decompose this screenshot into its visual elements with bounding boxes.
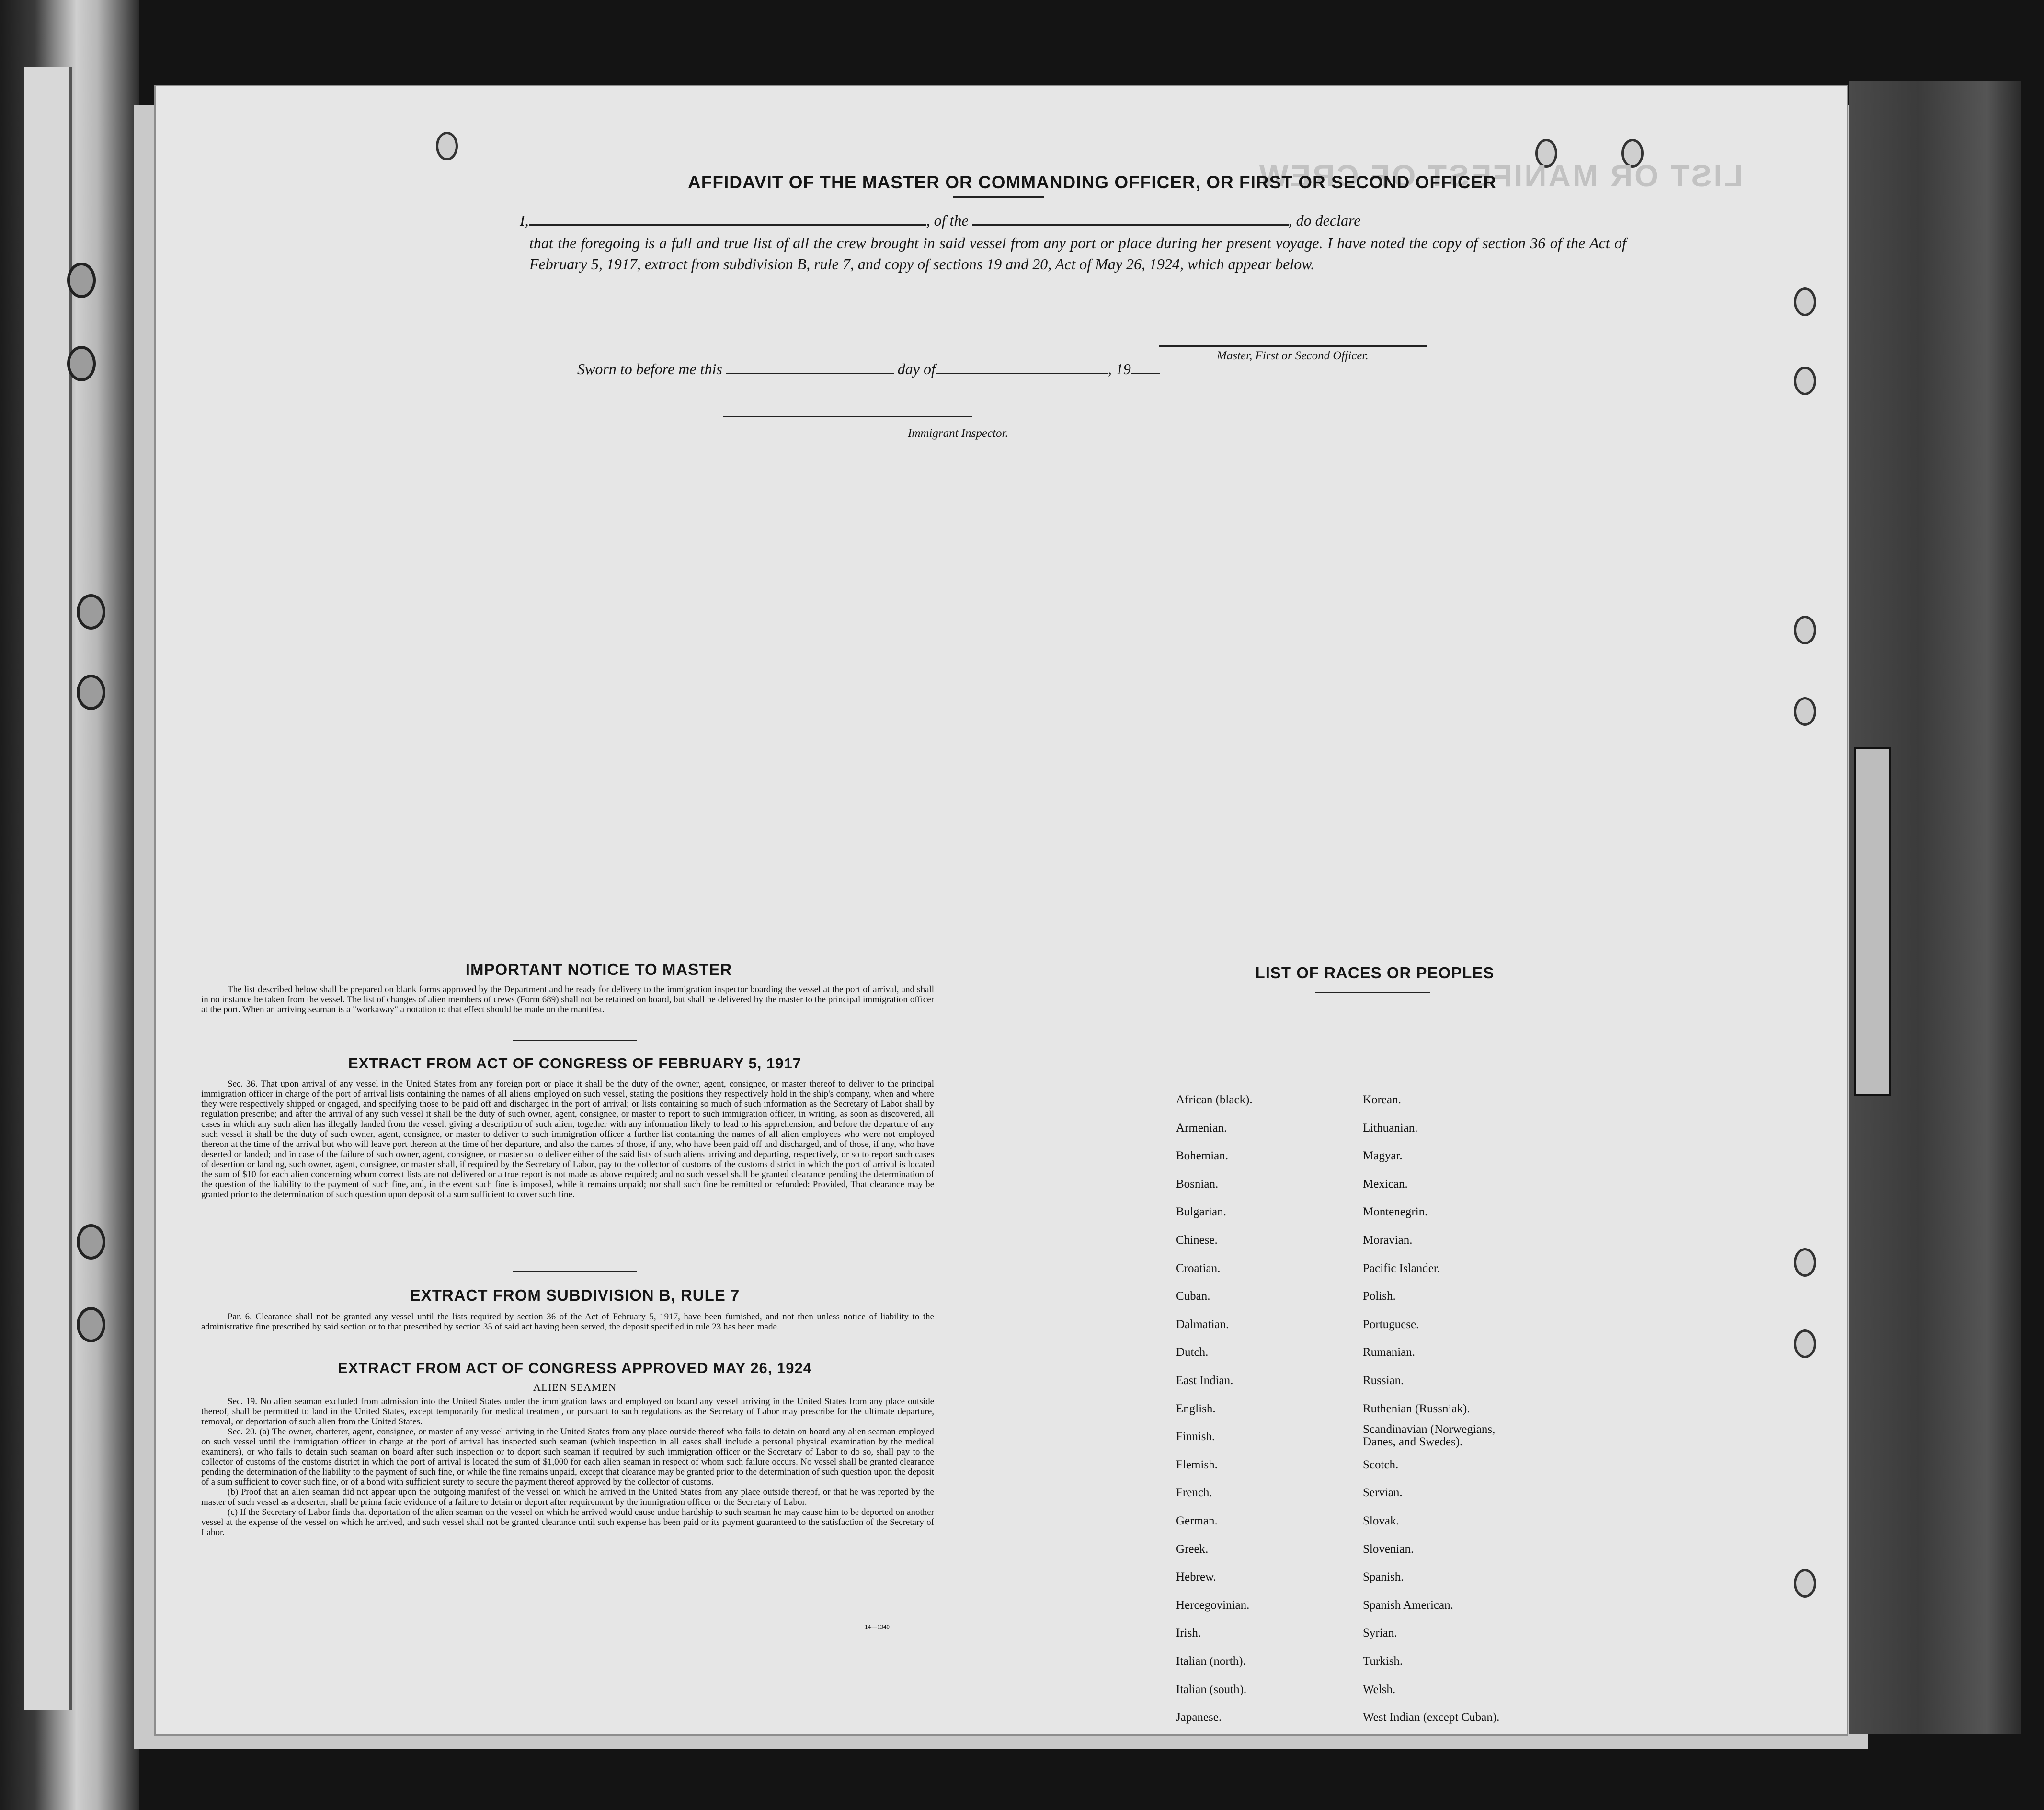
page-punch-hole [1794,1569,1816,1598]
sec19-paragraph: Sec. 19. No alien seaman excluded from admission into the United States under the immigration laws and employed on board any vessel arriving in the United States from any place outside thereof, shall be permitted to land in the United States, except temporarily for medical treatment, or pursuant to such regulations as the Secretary of Labor may prescribe for the ultimate departure, removal, or deportation of such alien from the United States. [201,1397,934,1427]
name-blank [529,212,926,226]
race-item: Irish. [1176,1627,1201,1640]
extract-1924-text [201,1397,934,1537]
inspector-caption: Immigrant Inspector. [908,427,1008,440]
extract-1917-title: EXTRACT FROM ACT OF CONGRESS OF FEBRUARY 5, 1917 [348,1055,801,1072]
document-page [156,86,1847,1734]
race-item: Slovenian. [1363,1542,1414,1556]
extract-1924-title: EXTRACT FROM ACT OF CONGRESS APPROVED MAY 26, 1924 [338,1360,812,1376]
par6-paragraph: Par. 6. Clearance shall not be granted any vessel until the lists required by section 36 of the Act of February 5, 1917, have been furnished, and not then unless notice of liability to the administrative fine prescribed by said section or to that prescribed by section 35 of said act having been served, the deposit specified in rule 23 has been made. [201,1312,934,1332]
race-item: Slovak. [1363,1514,1399,1527]
race-item: Ruthenian (Russniak). [1363,1402,1470,1415]
alien-seamen-subtitle: ALIEN SEAMEN [533,1381,617,1393]
sec36-paragraph: Sec. 36. That upon arrival of any vessel in the United States from any foreign port or place it shall be the duty of the owner, agent, consignee, or master thereof to deliver to the principal immigration officer in charge of the port of arrival lists containing the names of all aliens employed on such vessel, stating the positions they respectively hold in the ship's company, when and where they were respectively shipped or engaged, and specifying those to be paid off and discharged in the port of arrival; or lists containing so much of such information as the Secretary of Labor shall by regulation prescribe; and after the arrival of any such vessel it shall be the duty of such owner, agent, consignee, or master to report to such immigration officer, in writing, as soon as discovered, all cases in which any such alien has illegally landed from the vessel, giving a description of such alien, together with any information likely to lead to his apprehension; and before the departure of any such vessel it shall be the duty of such owner, agent, consignee, or master to deliver to such immigration officer a further list containing the names of all alien employees who were not employed thereon at the time of the arrival but who will leave port thereon at the time of her departure, and also the names of those, if any, who have been paid off and discharged, and of those, if any, who have deserted or landed; and in case of the failure of such owner, agent, consignee, or master so to deliver either of the said lists of such aliens arriving and departing, respectively, or so to report such cases of desertion or landing, such owner, agent, consignee, or master shall, if required by the Secretary of Labor, pay to the collector of customs of the customs district in which the port of arrival is located the sum of $10 for each alien concerning whom correct lists are not delivered or a true report is not made as above required; and no such vessel shall be granted clearance pending the determination of the question of the liability to the payment of such fine, and, in the event such fine is imposed, while it remains unpaid; nor shall such fine be remitted or refunded: Provided, That clearance may be granted prior to the determination of such question upon deposit of a sum sufficient to cover such fine. [201,1079,934,1200]
sworn-year: , 19 [1108,360,1131,378]
race-item: Magyar. [1363,1149,1403,1163]
race-item: Polish. [1363,1290,1396,1303]
race-item: West Indian (except Cuban). [1363,1711,1500,1724]
race-item: Japanese. [1176,1711,1222,1724]
binder-strip [24,67,72,1710]
bleed-through-text: LIST OR MANIFEST OF CREW [1257,159,1743,193]
notice-title: IMPORTANT NOTICE TO MASTER [465,961,732,978]
affidavit-of-the-label: , of the [926,212,969,229]
race-item: German. [1176,1514,1218,1527]
race-item: Scotch. [1363,1458,1399,1471]
race-item: Greek. [1176,1542,1209,1556]
race-item: Lithuanian. [1363,1121,1418,1134]
race-item: English. [1176,1402,1216,1415]
sec20c-paragraph: (c) If the Secretary of Labor finds that deportation of the alien seaman on the vessel on which he arrived would cause undue hardship to such seaman he may cause him to be deported on another vessel at the expense of the vessel on which he arrived, and such vessel shall not be granted clearance until such expense has been paid or its payment guaranteed to the satisfaction of the Secretary of Labor. [201,1507,934,1537]
race-item: Russian. [1363,1374,1404,1387]
page-punch-hole [436,132,458,160]
race-item: Cuban. [1176,1290,1210,1303]
sworn-prefix: Sworn to before me this [577,360,722,378]
master-caption: Master, First or Second Officer. [1217,349,1369,362]
race-item: Scandinavian (Norwegians, Danes, and Swedes). [1363,1423,1496,1449]
race-item: Hercegovinian. [1176,1598,1250,1612]
page-punch-hole [1794,616,1816,644]
inspector-signature-line [723,416,972,417]
race-item: Spanish American. [1363,1598,1453,1612]
affidavit-declare-label: , do declare [1288,212,1361,229]
binder-hole [77,594,105,630]
race-item: Spanish. [1363,1570,1404,1584]
race-item: Pacific Islander. [1363,1261,1440,1275]
races-title: LIST OF RACES OR PEOPLES [1255,964,1495,982]
race-item: Italian (south). [1176,1683,1247,1696]
page-punch-hole [1794,697,1816,726]
affidavit-paragraph: that the foregoing is a full and true list of all the crew brought in said vessel from any port or place during her present voyage. I have noted the copy of section 36 of the Act of February 5, 1917, extract from subdivision B, rule 7, and copy of sections 19 and 20, Act of May 26, 1924, which appear below. [529,234,1626,273]
extract-rule7-text [201,1312,934,1332]
race-item: East Indian. [1176,1374,1233,1387]
race-item: Korean. [1363,1093,1401,1106]
race-item: Croatian. [1176,1261,1221,1275]
race-item: Hebrew. [1176,1570,1216,1584]
extract-rule7-title: EXTRACT FROM SUBDIVISION B, RULE 7 [410,1286,740,1304]
sworn-day-blank [726,360,894,374]
race-item: Portuguese. [1363,1317,1419,1331]
races-rule [1315,992,1430,993]
notice-paragraph: The list described below shall be prepared on blank forms approved by the Department and be ready for delivery to the immigration inspector boarding the vessel at the port of arrival, and shall in no instance be taken from the vessel. The list of changes of alien members of crews (Form 689) shall not be retained on board, but shall be delivered by the master to the principal immigration officer at the port. When an arriving seaman is a "workaway" a notation to that effect should be made on the manifest. [201,985,934,1015]
race-item: Finnish. [1176,1430,1215,1443]
binder-hole [77,675,105,710]
affidavit-declaration-line [520,212,1360,229]
sworn-day-of: day of [897,360,936,378]
section-rule [513,1271,637,1272]
race-item: French. [1176,1486,1212,1500]
race-item: Servian. [1363,1486,1403,1500]
page-punch-hole [1794,1329,1816,1358]
race-item: Montenegrin. [1363,1205,1428,1219]
sworn-line [577,360,1160,378]
affidavit-title: AFFIDAVIT OF THE MASTER OR COMMANDING OFFICER, OR FIRST OR SECOND OFFICER [688,172,1496,192]
race-item: Rumanian. [1363,1346,1416,1359]
race-item: Bulgarian. [1176,1205,1226,1219]
extract-1917-text [201,1079,934,1200]
sec20b-paragraph: (b) Proof that an alien seaman did not appear upon the outgoing manifest of the vessel on which he arrived in the United States from any place outside thereof, or that he was reported by the master of such vessel as a deserter, shall be prima facie evidence of a failure to detain or deport after requirement by the immigration officer or the Secretary of Labor. [201,1487,934,1507]
race-item: Bosnian. [1176,1177,1219,1191]
race-item: Dalmatian. [1176,1317,1229,1331]
section-rule [513,1040,637,1041]
race-item: Bohemian. [1176,1149,1229,1163]
sec20a-paragraph: Sec. 20. (a) The owner, charterer, agent, consignee, or master of any vessel arriving in the United States from any place outside thereof who fails to detain on board any alien seaman employed on such vessel until the immigration officer in charge at the port of arrival has inspected such seaman (which inspection in all cases shall include a personal physical examination by the medical examiners), or who fails to detain such seaman on board after such inspection or to deport such seaman if required by such immigration officer or the Secretary of Labor to do so, shall pay to the collector of customs of the customs district in which the port of arrival is located the sum of $1,000 for each alien seaman in respect of whom such failure occurs. No vessel shall be granted clearance pending the determination of the liability to the payment of such fine, or while the fine remains unpaid, except that clearance may be granted prior to the determination of such question upon the deposit of a sum sufficient to cover such fine, or of a bond with sufficient surety to secure the payment thereof approved by the collector of customs. [201,1427,934,1487]
race-item: Syrian. [1363,1627,1397,1640]
race-item: Armenian. [1176,1121,1227,1134]
binder-hole [67,263,96,298]
race-item: Welsh. [1363,1683,1396,1696]
race-item: Turkish. [1363,1655,1403,1668]
race-item: Italian (north). [1176,1655,1246,1668]
form-number: 14—1340 [865,1623,890,1630]
page-punch-hole [1794,1248,1816,1277]
vessel-blank [972,212,1289,226]
race-item: Flemish. [1176,1458,1218,1471]
race-item: Moravian. [1363,1234,1413,1247]
binder-hole [77,1224,105,1260]
page-punch-hole [1794,287,1816,316]
sworn-year-blank [1131,360,1160,374]
binder-hole [77,1307,105,1342]
binder-hole [67,346,96,381]
race-item: African (black). [1176,1093,1253,1106]
sworn-month-blank [936,360,1108,374]
affidavit-i-label: I, [520,212,529,229]
race-item: Dutch. [1176,1346,1209,1359]
page-punch-hole [1794,367,1816,395]
master-signature-line [1159,345,1427,347]
race-item: Chinese. [1176,1234,1218,1247]
title-rule [953,196,1044,198]
notice-text [201,985,934,1015]
index-tab [1854,747,1891,1096]
race-item: Mexican. [1363,1177,1408,1191]
